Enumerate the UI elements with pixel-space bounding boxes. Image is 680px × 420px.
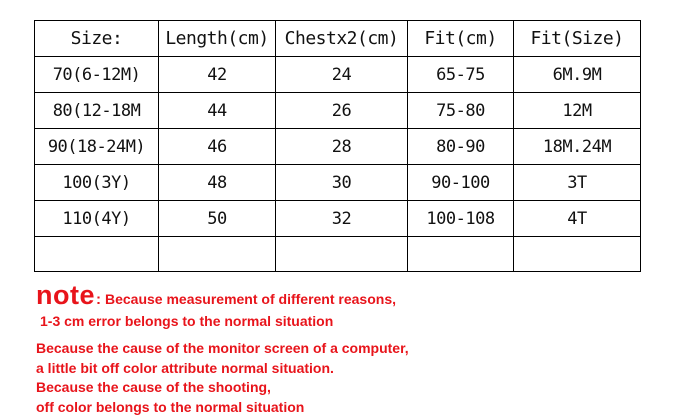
size-chart-table bbox=[34, 20, 641, 272]
cell-fit-size: 6M.9M bbox=[514, 57, 641, 93]
table-header-row bbox=[35, 21, 641, 57]
header-fit-cm: Fit(cm) bbox=[408, 21, 514, 57]
cell-length: 50 bbox=[159, 201, 276, 237]
cell-fit-cm: 90-100 bbox=[408, 165, 514, 201]
cell-fit-cm: 80-90 bbox=[408, 129, 514, 165]
cell-chest: 26 bbox=[276, 93, 408, 129]
note-text-line1: Because measurement of different reasons, bbox=[105, 291, 396, 307]
header-chest: Chestx2(cm) bbox=[276, 21, 408, 57]
cell-fit-size: 12M bbox=[514, 93, 641, 129]
cell-fit-cm: 65-75 bbox=[408, 57, 514, 93]
cell-size: 100(3Y) bbox=[35, 165, 159, 201]
cell-size: 80(12-18M bbox=[35, 93, 159, 129]
header-length: Length(cm) bbox=[159, 21, 276, 57]
note-block bbox=[36, 280, 656, 329]
note-colon: : bbox=[96, 291, 101, 308]
cell-size: 90(18-24M) bbox=[35, 129, 159, 165]
cell-chest: 32 bbox=[276, 201, 408, 237]
cell-length: 46 bbox=[159, 129, 276, 165]
cell-size: 110(4Y) bbox=[35, 201, 159, 237]
header-fit-size: Fit(Size) bbox=[514, 21, 641, 57]
cell-fit-size: 4T bbox=[514, 201, 641, 237]
cell-length: 42 bbox=[159, 57, 276, 93]
cell-fit-size bbox=[514, 237, 641, 272]
table-row-empty bbox=[35, 237, 641, 272]
cell-chest: 30 bbox=[276, 165, 408, 201]
table-row bbox=[35, 201, 641, 237]
cell-fit-cm bbox=[408, 237, 514, 272]
table-row bbox=[35, 129, 641, 165]
cell-length: 48 bbox=[159, 165, 276, 201]
cell-fit-cm: 75-80 bbox=[408, 93, 514, 129]
cause-line: Because the cause of the shooting, bbox=[36, 379, 271, 395]
cell-chest bbox=[276, 237, 408, 272]
cell-fit-size: 18M.24M bbox=[514, 129, 641, 165]
header-size: Size: bbox=[35, 21, 159, 57]
cell-fit-cm: 100-108 bbox=[408, 201, 514, 237]
cell-length: 44 bbox=[159, 93, 276, 129]
note-line-first bbox=[36, 280, 656, 310]
table-row bbox=[35, 57, 641, 93]
table-row bbox=[35, 93, 641, 129]
table-row bbox=[35, 165, 641, 201]
cause-line: a little bit off color attribute normal situation. bbox=[36, 359, 334, 376]
cause-notes bbox=[36, 339, 409, 417]
cell-chest: 24 bbox=[276, 57, 408, 93]
cell-length bbox=[159, 237, 276, 272]
cell-fit-size: 3T bbox=[514, 165, 641, 201]
cause-line: Because the cause of the monitor screen of a computer, bbox=[36, 340, 409, 356]
cell-chest: 28 bbox=[276, 129, 408, 165]
note-text-line2: 1-3 cm error belongs to the normal situation bbox=[40, 313, 334, 329]
note-label: note bbox=[36, 280, 95, 310]
cell-size: 70(6-12M) bbox=[35, 57, 159, 93]
cell-size bbox=[35, 237, 159, 272]
cause-line: off color belongs to the normal situation bbox=[36, 398, 305, 415]
